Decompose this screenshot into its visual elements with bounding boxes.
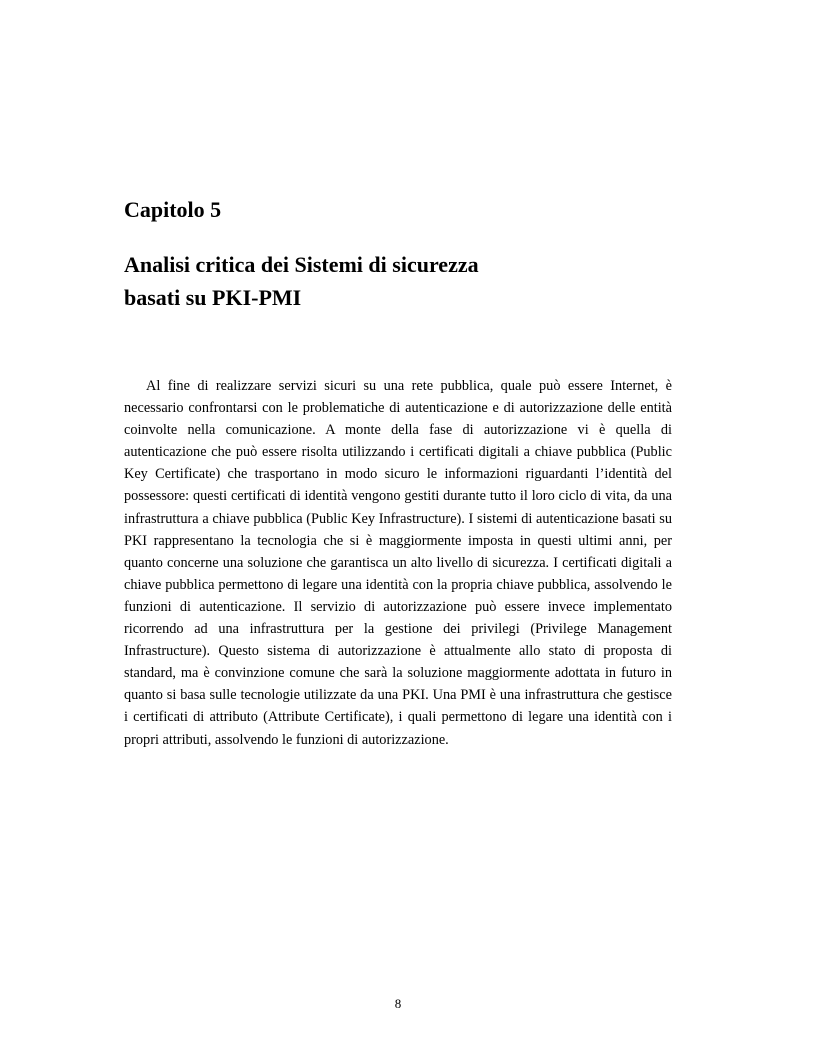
chapter-label: Capitolo 5 [124, 197, 222, 222]
page-number: 8 [394, 996, 402, 1011]
chapter-title-line-2: basati su PKI-PMI [124, 285, 302, 310]
body-paragraph: Al fine di realizzare servizi sicuri su una rete pubblica, quale può essere Internet, è necessario confrontarsi con le problematiche di autenticazione e di autorizzazione delle entità coinvolte nella comunicazione. A monte della fase di autorizzazione vi è quella di autenticazione che può essere risolta utilizzando i certificati digitali a chiave pubblica (Public Key Certificate) che trasportano in modo sicuro le informazioni riguardanti l’identità del possessore: questi certificati di identità vengono gestiti durante tutto il loro ciclo di vita, da una infrastruttura a chiave pubblica (Public Key Infrastructure). I sistemi di autenticazione basati su PKI rappresentano la tecnologia che si è maggiormente imposta in questi ultimi anni, per quanto concerne una soluzione che garantisca un alto livello di sicurezza. I certificati digitali a chiave pubblica permettono di legare una identità con la propria chiave pubblica, assolvendo le funzioni di autenticazione. Il servizio di autorizzazione può essere invece implementato ricorrendo ad una infrastruttura per la gestione dei privilegi (Privilege Management Infrastructure). Questo sistema di autorizzazione è attualmente allo stato di proposta di standard, ma è convinzione comune che sarà la soluzione maggiormente adottata in futuro in quanto si basa sulle tecnologie utilizzate da una PKI. Una PMI è una infrastruttura che gestisce i certificati di attributo (Attribute Certificate), i quali permettono di legare una identità con i propri attributi, assolvendo le funzioni di autorizzazione. [124, 378, 672, 748]
chapter-title [124, 248, 684, 314]
chapter-title-line-1: Analisi critica dei Sistemi di sicurezza [124, 252, 479, 277]
